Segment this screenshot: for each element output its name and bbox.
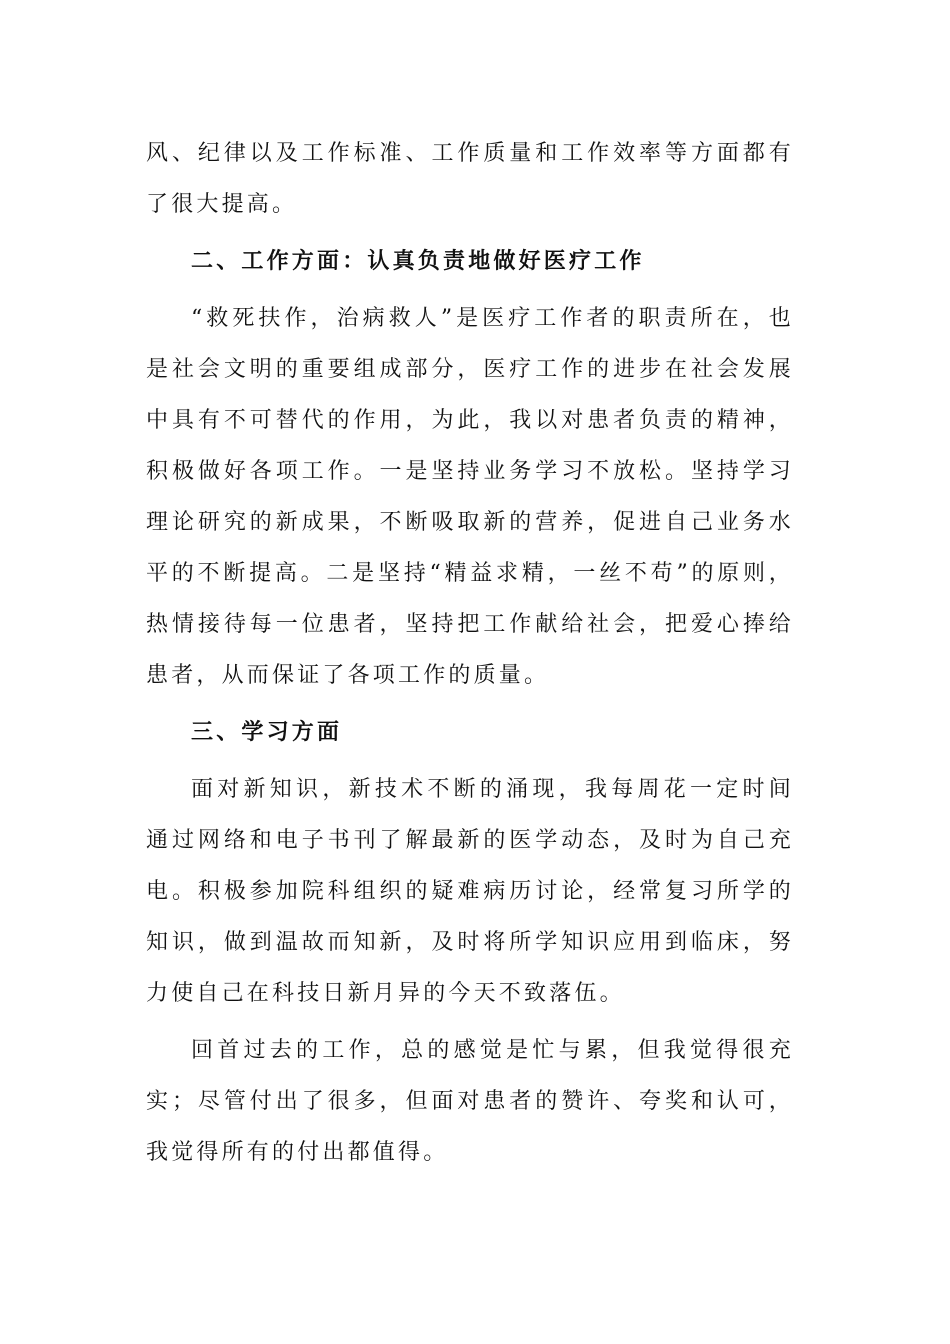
paragraph-study: 面对新知识，新技术不断的涌现，我每周花一定时间通过网络和电子书刊了解最新的医学动态，及时为自己充电。积极参加院科组织的疑难病历讨论，经常复习所学的知识，做到温故而知新，及时将所学知识应用到临床，努力使自己在科技日新月异的今天不致落伍。 — [146, 777, 794, 1006]
paragraph-continuation: 风、纪律以及工作标准、工作质量和工作效率等方面都有了很大提高。 — [146, 141, 794, 217]
section-heading-work: 二、工作方面：认真负责地做好医疗工作 — [191, 248, 645, 274]
paragraph-conclusion: 回首过去的工作，总的感觉是忙与累，但我觉得很充实；尽管付出了很多，但面对患者的赞许、夸奖和认可，我觉得所有的付出都值得。 — [146, 1038, 794, 1165]
paragraph-work: “救死扶作，治病救人”是医疗工作者的职责所在，也是社会文明的重要组成部分，医疗工作的进步在社会发展中具有不可替代的作用，为此，我以对患者负责的精神，积极做好各项工作。一是坚持业务学习不放松。坚持学习理论研究的新成果，不断吸取新的营养，促进自己业务水平的不断提高。二是坚持“精益求精，一丝不苟”的原则，热情接待每一位患者，坚持把工作献给社会，把爱心捧给患者，从而保证了各项工作的质量。 — [146, 306, 794, 688]
section-heading-study: 三、学习方面 — [191, 719, 343, 745]
document-body — [146, 128, 794, 1178]
